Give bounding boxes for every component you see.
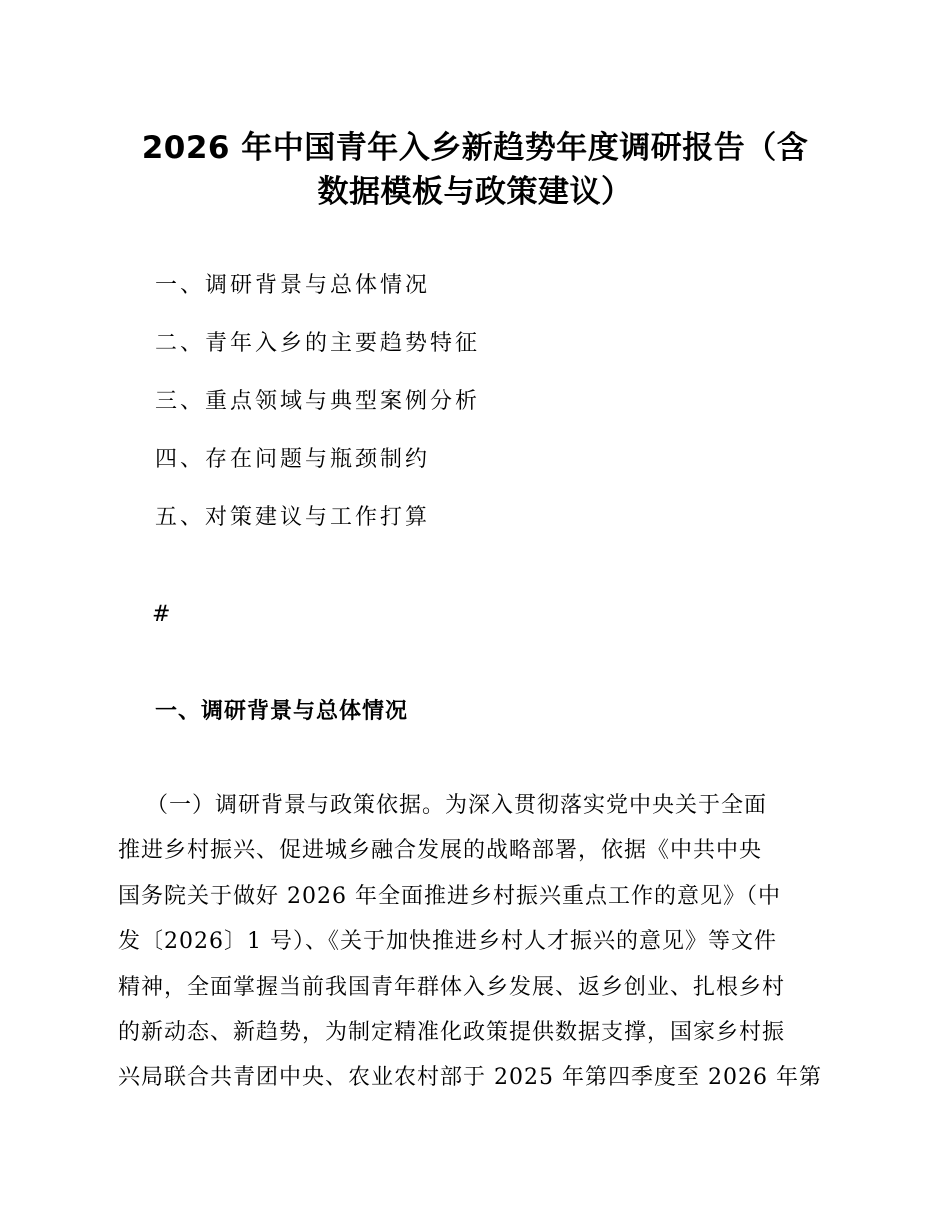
- toc-item-4: 四、存在问题与瓶颈制约: [155, 447, 431, 472]
- paragraph-line: 精神，全面掌握当前我国青年群体入乡发展、返乡创业、扎根乡村: [118, 974, 786, 1000]
- document-title-line-1: 2026 年中国青年入乡新趋势年度调研报告（含: [141, 130, 809, 166]
- body-paragraph: [118, 786, 838, 1104]
- paragraph-line: 推进乡村振兴、促进城乡融合发展的战略部署，依据《中共中央: [118, 838, 763, 864]
- paragraph-line: （一）调研背景与政策依据。为深入贯彻落实党中央关于全面: [146, 793, 768, 818]
- document-title-line-2: 数据模板与政策建议）: [317, 174, 633, 210]
- toc-item-1: 一、调研背景与总体情况: [155, 273, 431, 298]
- paragraph-line: 国务院关于做好 2026 年全面推进乡村振兴重点工作的意见》（中: [118, 883, 781, 909]
- separator-mark: #: [152, 602, 171, 627]
- paragraph-line: 发〔2026〕1 号）、《关于加快推进乡村人才振兴的意见》等文件: [118, 929, 777, 955]
- toc-item-5: 五、对策建议与工作打算: [155, 505, 431, 530]
- paragraph-line: 的新动态、新趋势，为制定精准化政策提供数据支撑，国家乡村振: [118, 1019, 786, 1045]
- toc-item-2: 二、青年入乡的主要趋势特征: [155, 331, 481, 356]
- paragraph-line: 兴局联合共青团中央、农业农村部于 2025 年第四季度至 2026 年第: [118, 1065, 822, 1091]
- table-of-contents: [155, 266, 480, 556]
- toc-item-3: 三、重点领域与典型案例分析: [155, 389, 481, 414]
- section-heading: 一、调研背景与总体情况: [155, 699, 409, 724]
